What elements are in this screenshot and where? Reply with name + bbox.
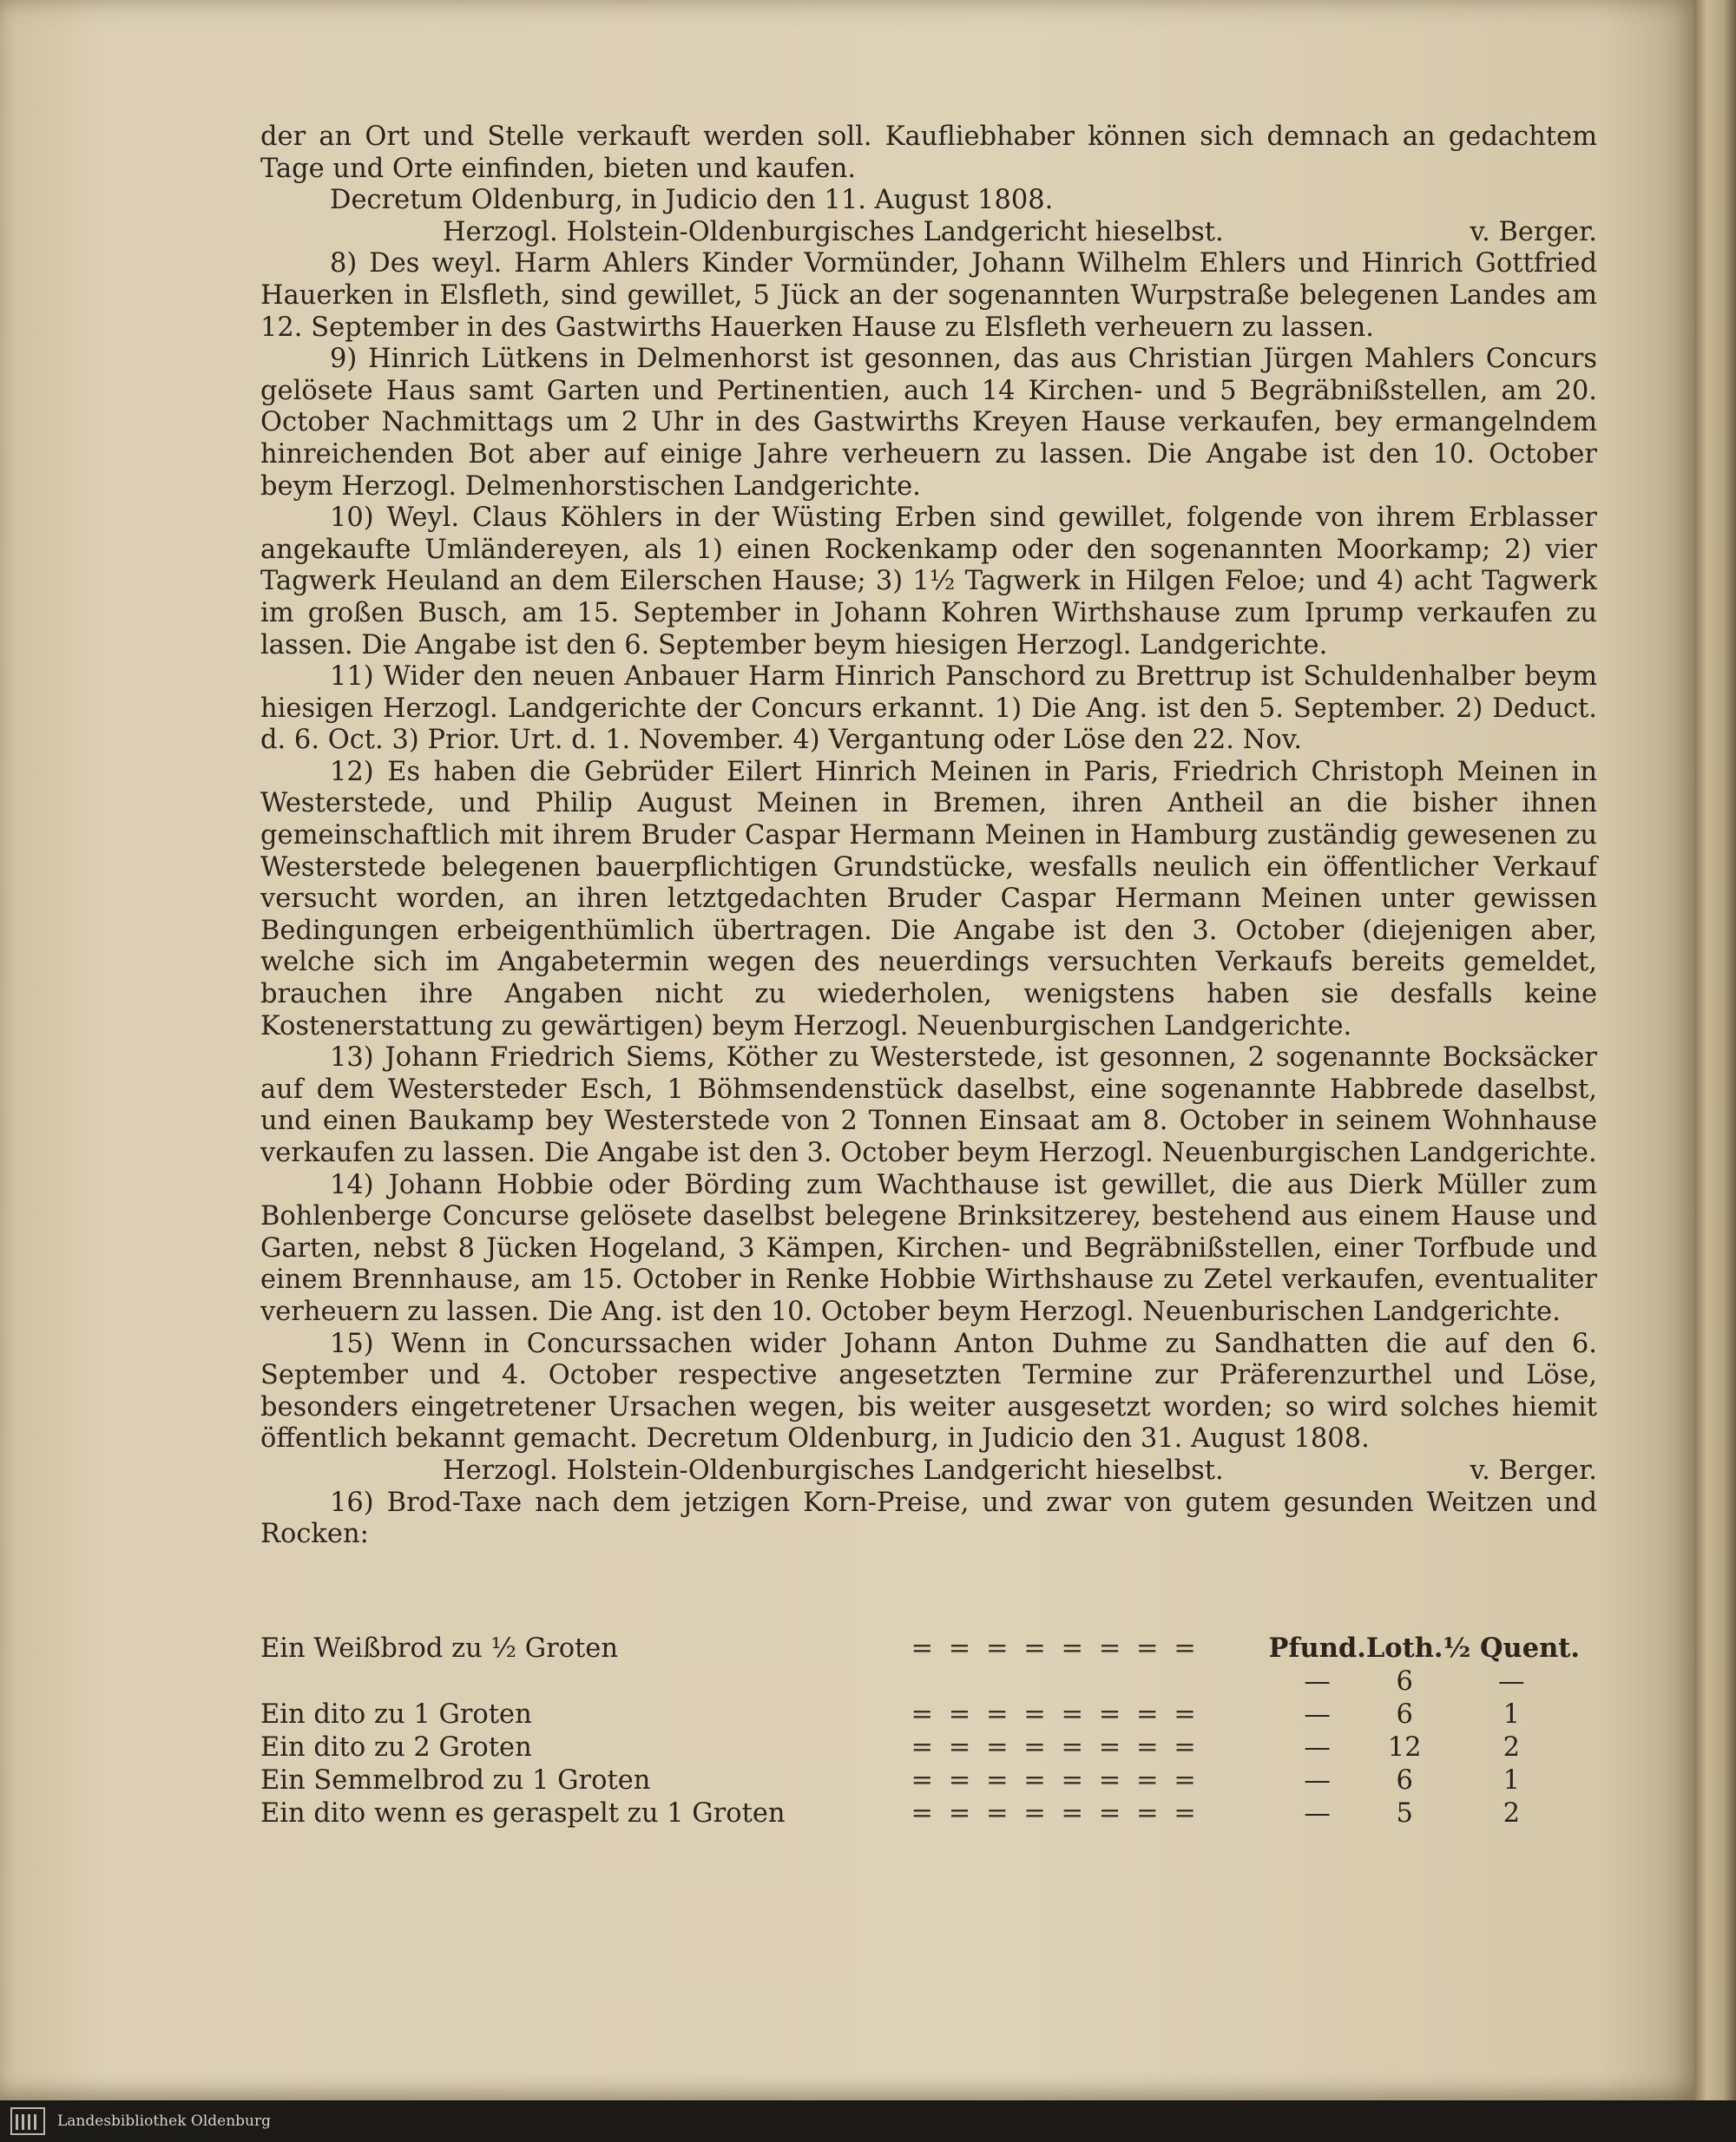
page-edge <box>1694 0 1736 2100</box>
court-name: Herzogl. Holstein-Oldenburgisches Landgericht hieselbst. <box>443 216 1224 247</box>
table-row <box>260 1665 1580 1698</box>
leader-dots: = = = = = = = = <box>911 1731 1200 1763</box>
bread-tax-intro: 16) Brod-Taxe nach dem jetzigen Korn-Preise, und zwar von gutem gesunden Weitzen und Rocken: <box>260 1487 1597 1550</box>
quent-cell: 2 <box>1503 1731 1520 1763</box>
quent-cell: 2 <box>1503 1797 1520 1829</box>
paragraph-15: 15) Wenn in Concurssachen wider Johann Anton Duhme zu Sandhatten die auf den 6. September und 4. October respective angesetzten Termine zur Präferenzurthel und Löse, besonders eingetretener Ursachen wegen, bis weiter ausgesetzt worden; so wird solches hiemit öffentlich bekannt gemacht. Decretum Oldenburg, in Judicio den 31. August 1808. <box>260 1328 1597 1455</box>
library-name: Landesbibliothek Oldenburg <box>57 2112 272 2130</box>
table-row <box>260 1698 1580 1731</box>
header-quent: ½ Quent. <box>1443 1633 1580 1664</box>
footer-bar <box>0 2100 1736 2142</box>
leader-dots: = = = = = = = = <box>911 1633 1200 1664</box>
bread-label: Ein dito wenn es geraspelt zu 1 Groten <box>260 1797 786 1829</box>
pfund-cell: — <box>1304 1797 1331 1829</box>
loth-cell: 12 <box>1387 1731 1422 1763</box>
court-name: Herzogl. Holstein-Oldenburgisches Landgericht hieselbst. <box>443 1455 1224 1486</box>
paragraph-9: 9) Hinrich Lütkens in Delmenhorst ist gesonnen, das aus Christian Jürgen Mahlers Concurs gelösete Haus samt Garten und Pertinentien, auch 14 Kirchen- und 5 Begräbnißstellen, am 20. October Nachmittags um 2 Uhr in des Gastwirths Kreyen Hause verkaufen, bey ermangelndem hinreichenden Bot aber auf einige Jahre verheuern zu lassen. Die Angabe ist den 10. October beym Herzogl. Delmenhorstischen Landgerichte. <box>260 344 1597 502</box>
quent-cell: — <box>1498 1666 1525 1697</box>
leader-dots: = = = = = = = = <box>911 1797 1200 1829</box>
quent-cell: 1 <box>1503 1698 1520 1730</box>
signatory: v. Berger. <box>1470 1455 1597 1486</box>
loth-cell: 5 <box>1396 1797 1413 1829</box>
paragraph-14: 14) Johann Hobbie oder Börding zum Wachthause ist gewillet, die aus Dierk Müller zum Bohlenberge Concurse gelösete daselbst belegene Brinksitzerey, bestehend aus einem Hause und Garten, nebst 8 Jücken Hogeland, 3 Kämpen, Kirchen- und Begräbnißstellen, einer Torfbude und einem Brennhause, am 15. October in Renke Hobbie Wirthshause zu Zetel verkaufen, eventualiter verheuern zu lassen. Die Ang. ist den 10. October beym Herzogl. Neuenburischen Landgerichte. <box>260 1169 1597 1327</box>
header-pfund: Pfund. <box>1268 1633 1366 1664</box>
paragraph-12: 12) Es haben die Gebrüder Eilert Hinrich Meinen in Paris, Friedrich Christoph Meinen in Westerstede, und Philip August Meinen in Bremen, ihren Antheil an die bisher ihnen gemeinschaftlich mit ihrem Bruder Caspar Hermann Meinen in Hamburg zuständig gewesenen zu Westerstede belegenen bauerpflichtigen Grundstücke, wesfalls neulich ein öffentlicher Verkauf versucht worden, an ihren letztgedachten Bruder Caspar Hermann Meinen unter gewissen Bedingungen erbeigenthümlich übertragen. Die Angabe ist den 3. October (diejenigen aber, welche sich im Angabetermin wegen des neuerdings versuchten Verkaufs bereits gemeldet, brauchen ihre Angaben nicht zu wiederholen, wenigstens haben sie desfalls keine Kostenerstattung zu gewärtigen) beym Herzogl. Neuenburgischen Landgerichte. <box>260 756 1597 1041</box>
pfund-cell: — <box>1304 1666 1331 1697</box>
pfund-cell: — <box>1304 1731 1331 1763</box>
pfund-cell: — <box>1304 1764 1331 1796</box>
header-loth: Loth. <box>1365 1633 1443 1664</box>
loth-cell: 6 <box>1396 1764 1413 1796</box>
bread-label: Ein Semmelbrod zu 1 Groten <box>260 1764 651 1796</box>
signature-line-1 <box>260 217 1597 249</box>
paragraph-11: 11) Wider den neuen Anbauer Harm Hinrich Panschord zu Brettrup ist Schuldenhalber beym hiesigen Herzogl. Landgerichte der Concurs erkannt. 1) Die Ang. ist den 5. September. 2) Deduct. d. 6. Oct. 3) Prior. Urt. d. 1. November. 4) Vergantung oder Löse den 22. Nov. <box>260 661 1597 756</box>
leader-dots: = = = = = = = = <box>911 1698 1200 1730</box>
leader-dots: = = = = = = = = <box>911 1764 1200 1796</box>
paragraph-13: 13) Johann Friedrich Siems, Köther zu Westerstede, ist gesonnen, 2 sogenannte Bocksäcker auf dem Westersteder Esch, 1 Böhmsendenstück daselbst, eine sogenannte Habbrede daselbst, und einen Baukamp bey Westerstede von 2 Tonnen Einsaat am 8. October in seinem Wohnhause verkaufen zu lassen. Die Angabe ist den 3. October beym Herzogl. Neuenburgischen Landgerichte. <box>260 1042 1597 1168</box>
signatory: v. Berger. <box>1470 216 1597 247</box>
quent-cell: 1 <box>1503 1764 1520 1796</box>
table-row <box>260 1632 1580 1665</box>
document-body <box>260 122 1597 1551</box>
table-row <box>260 1731 1580 1764</box>
intro-line: der an Ort und Stelle verkauft werden soll. Kaufliebhaber können sich demnach an gedachtem Tage und Orte einfinden, bieten und kaufen. <box>260 122 1597 184</box>
bread-label: Ein dito zu 1 Groten <box>260 1698 532 1730</box>
decretum-line: Decretum Oldenburg, in Judicio den 11. August 1808. <box>330 185 1054 216</box>
bread-label: Ein Weißbrod zu ½ Groten <box>260 1633 619 1664</box>
bread-label: Ein dito zu 2 Groten <box>260 1731 532 1763</box>
paragraph-10: 10) Weyl. Claus Köhlers in der Wüsting Erben sind gewillet, folgende von ihrem Erblasser angekaufte Umländereyen, als 1) einen Rockenkamp oder den sogenannten Moorkamp; 2) vier Tagwerk Heuland an dem Eilerschen Hause; 3) 1½ Tagwerk in Hilgen Feloe; und 4) acht Tagwerk im großen Busch, am 15. September in Johann Kohren Wirthshause zum Iprump verkaufen zu lassen. Die Angabe ist den 6. September beym hiesigen Herzogl. Landgerichte. <box>260 503 1597 660</box>
bread-tax-table <box>260 1632 1580 1830</box>
table-row <box>260 1797 1580 1830</box>
loth-cell: 6 <box>1396 1666 1413 1697</box>
library-building-icon <box>10 2107 45 2135</box>
pfund-cell: — <box>1304 1698 1331 1730</box>
signature-line-2 <box>260 1455 1597 1488</box>
loth-cell: 6 <box>1396 1698 1413 1730</box>
table-row <box>260 1764 1580 1797</box>
paragraph-8: 8) Des weyl. Harm Ahlers Kinder Vormünder, Johann Wilhelm Ehlers und Hinrich Gottfried Hauerken in Elsfleth, sind gewillet, 5 Jück an der sogenannten Wurpstraße belegenen Landes am 12. September in des Gastwirths Hauerken Hause zu Elsfleth verheuern zu lassen. <box>260 248 1597 343</box>
